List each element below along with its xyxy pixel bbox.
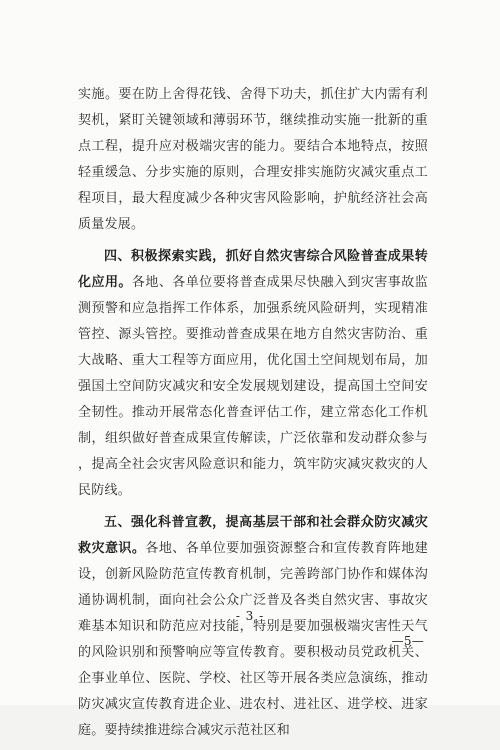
document-body [78,82,428,750]
page-number: - 3 - [235,609,265,623]
section-4-paragraph [78,244,428,504]
paragraph-continuation: 实施。要在防上舍得花钱、舍得下功夫，抓住扩大内需有利契机，紧盯关键领域和薄弱环节，继续推动实施一批新的重点工程，提升应对极端灾害的能力。要结合本地特点，按照轻重缓急、分步实施的原则，合理安排实施防灾减灾重点工程项目，最大程度减少各种灾害风险影响，护航经济社会高质量发展。 [78,87,428,232]
section-4-body: 各地、各单位要将普查成果尽快融入到灾害事故监测预警和应急指挥工作体系，加强系统风险研判，实现精准管控、源头管控。要推动普查成果在地方自然灾害防治、重大战略、重大工程等方面应用，优化国土空间规划布局，加强国土空间防灾减灾和安全发展规划建设，提高国土空间安全韧性。推动开展常态化普查评估工作，建立常态化工作机制，组织做好普查成果宣传解读，广泛依靠和发动群众参与，提高全社会灾害风险意识和能力，筑牢防灾减灾救灾的人民防线。 [78,275,428,498]
section-5-heading: 五、强化科普宣教，提高基层干部和社会群众防灾减灾救灾意识。 [78,515,428,556]
section-5-body: 各地、各单位要加强资源整合和宣传教育阵地建设，创新风险防范宣传教育机制，完善跨部门协作和媒体沟通协调机制，面向社会公众广泛普及各类自然灾害、事故灾难基本知识和防范应对技能，特别是要加强极端灾害性天气的风险识别和预警响应等宣传教育。要积极动员党政机关、企事业单位、医院、学校、社区等开展各类应急演练，推动防灾减灾宣传教育进企业、进农村、进社区、进学校、进家庭。要持续推进综合减灾示范社区和 [78,541,428,738]
corner-page-number: —5— [391,634,424,648]
section-4-heading: 四、积极探索实践，抓好自然灾害综合风险普查成果转化应用。 [78,249,428,290]
